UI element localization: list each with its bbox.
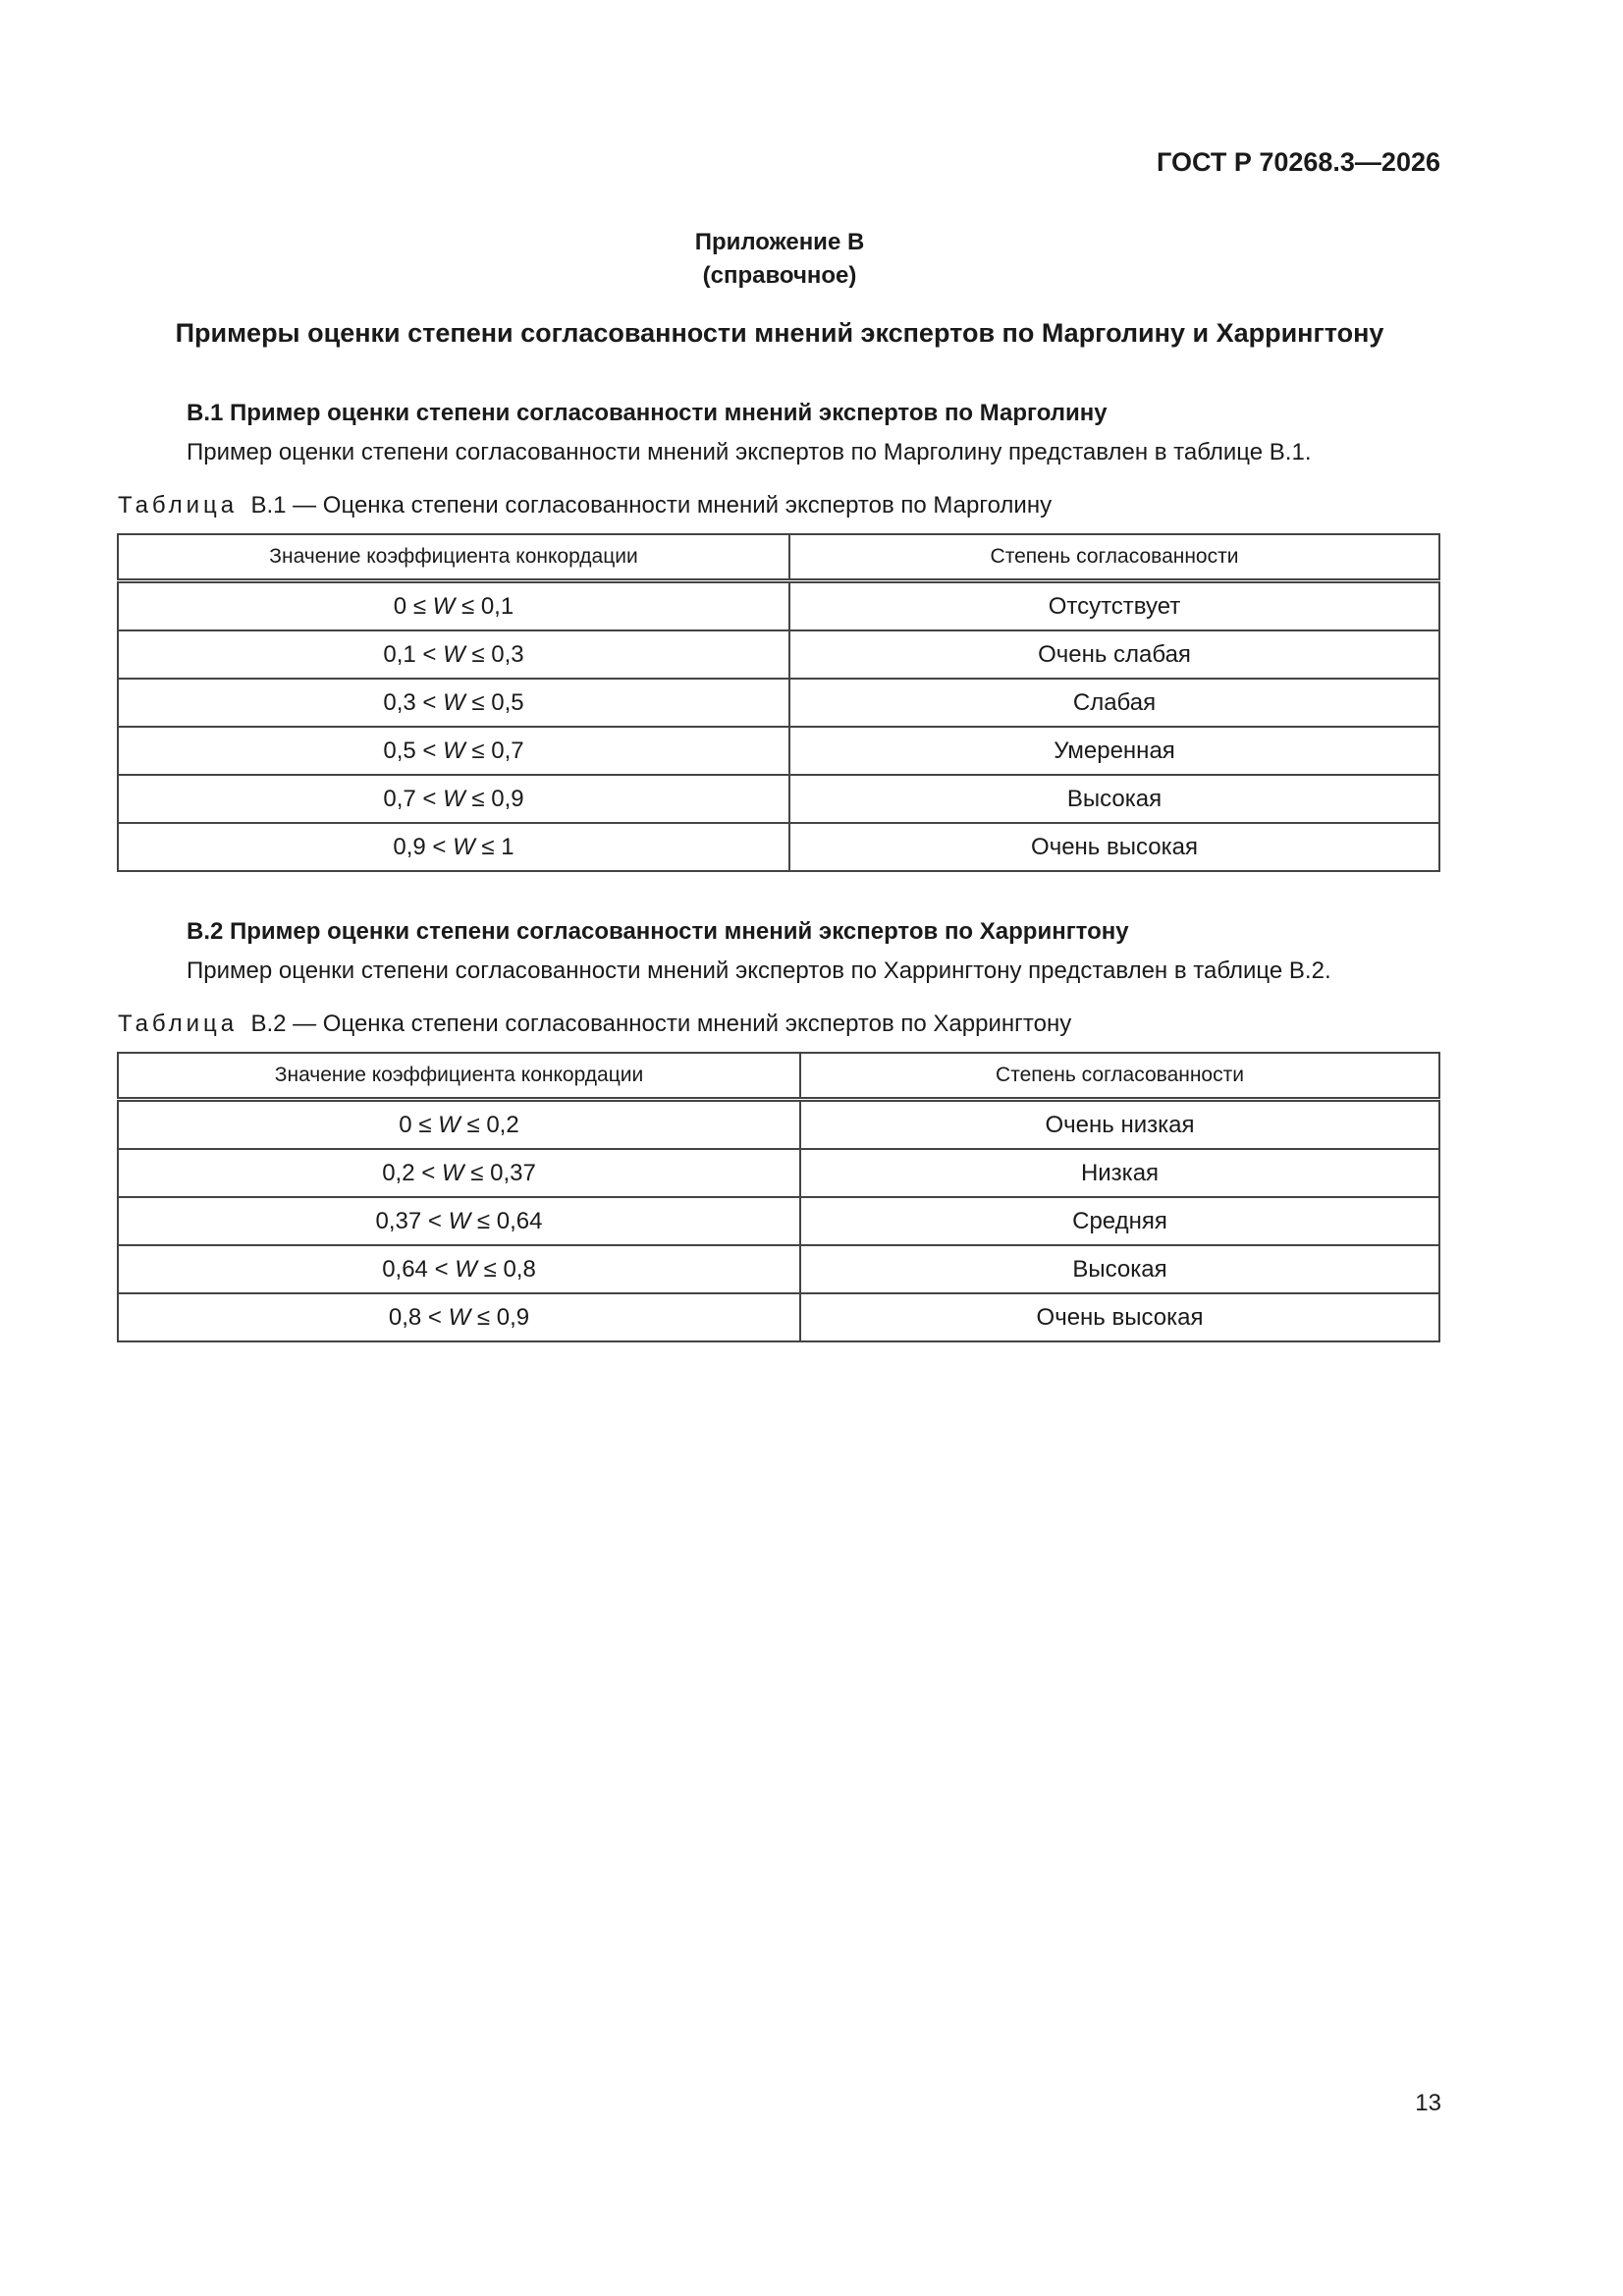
section-1-heading: В.1 Пример оценки степени согласованности мнений экспертов по Марголину: [187, 400, 1108, 426]
section-1-text: Пример оценки степени согласованности мнений экспертов по Марголину представлен в таблице В.1.: [187, 439, 1312, 465]
range-upper: 0,8: [503, 1255, 536, 1283]
range-upper: 0,5: [491, 688, 524, 716]
range-op-left: ≤: [412, 592, 426, 620]
range-op-left: <: [427, 1207, 442, 1234]
range-op-left: <: [422, 688, 437, 716]
range-op-right: ≤: [471, 688, 485, 716]
table-1-degree-cell: Очень слабая: [789, 630, 1439, 679]
annex-type: (справочное): [702, 262, 857, 289]
table-1-value-cell: [118, 727, 789, 775]
concordance-symbol: W: [448, 1303, 471, 1331]
concordance-symbol: W: [443, 688, 465, 716]
table-1-caption: [118, 492, 1052, 519]
range-upper: 0,9: [496, 1303, 530, 1331]
table-1-col-degree: Степень согласованности: [789, 534, 1439, 581]
range-upper: 0,1: [480, 592, 514, 620]
range-op-left: <: [427, 1303, 442, 1331]
table-2-value-cell: [118, 1197, 800, 1245]
table-row: [118, 1245, 1439, 1293]
table-2-caption: [118, 1011, 1071, 1038]
table-2-col-degree: Степень согласованности: [800, 1053, 1439, 1100]
range-upper: 0,64: [496, 1207, 543, 1234]
table-2-value-cell: [118, 1245, 800, 1293]
range-lower: 0,64: [382, 1255, 428, 1283]
range-op-left: <: [421, 1159, 436, 1186]
table-row: [118, 727, 1439, 775]
range-upper: 0,2: [486, 1111, 519, 1138]
concordance-symbol: W: [432, 592, 456, 620]
range-op-left: <: [422, 640, 437, 668]
table-1-value-cell: [118, 630, 789, 679]
range-op-left: ≤: [418, 1111, 432, 1138]
table-2-caption-word: Таблица: [118, 1011, 239, 1037]
table-1-value-cell: [118, 775, 789, 823]
range-op-left: <: [434, 1255, 449, 1283]
table-1: [117, 533, 1440, 872]
table-1-caption-text: В.1 — Оценка степени согласованности мнений экспертов по Марголину: [238, 492, 1053, 519]
range-op-right: ≤: [471, 737, 485, 764]
table-row: [118, 1293, 1439, 1341]
table-2-value-cell: [118, 1100, 800, 1150]
table-1-degree-cell: Высокая: [789, 775, 1439, 823]
table-1-caption-word: Таблица: [118, 492, 239, 519]
table-2-caption-text: В.2 — Оценка степени согласованности мнений экспертов по Харрингтону: [238, 1011, 1072, 1037]
table-2-degree-cell: Высокая: [800, 1245, 1439, 1293]
table-row: [118, 630, 1439, 679]
table-row: [118, 581, 1439, 631]
annex-label: Приложение В: [694, 229, 865, 255]
table-1-degree-cell: Слабая: [789, 679, 1439, 727]
concordance-symbol: W: [443, 737, 465, 764]
main-title: Примеры оценки степени согласованности мнений экспертов по Марголину и Харрингтону: [175, 318, 1384, 348]
concordance-symbol: W: [453, 833, 475, 860]
table-row: [118, 823, 1439, 871]
concordance-symbol: W: [441, 1159, 464, 1186]
range-lower: 0,7: [383, 785, 416, 812]
range-op-right: ≤: [471, 785, 485, 812]
range-op-right: ≤: [476, 1207, 491, 1234]
table-row: [118, 1149, 1439, 1197]
range-lower: 0,3: [383, 688, 416, 716]
range-op-left: <: [422, 737, 437, 764]
table-2-header-row: [118, 1053, 1439, 1100]
range-op-left: <: [432, 833, 447, 860]
range-op-right: ≤: [471, 640, 485, 668]
table-1-degree-cell: Очень высокая: [789, 823, 1439, 871]
table-2-col-value: Значение коэффициента конкордации: [118, 1053, 800, 1100]
table-2-degree-cell: Очень высокая: [800, 1293, 1439, 1341]
table-1-value-cell: [118, 581, 789, 631]
table-2-degree-cell: Средняя: [800, 1197, 1439, 1245]
range-lower: 0: [393, 592, 407, 620]
range-lower: 0,9: [393, 833, 426, 860]
range-lower: 0,5: [383, 737, 416, 764]
table-row: [118, 1100, 1439, 1150]
range-op-right: ≤: [483, 1255, 497, 1283]
table-1-value-cell: [118, 679, 789, 727]
table-2-value-cell: [118, 1293, 800, 1341]
concordance-symbol: W: [448, 1207, 471, 1234]
concordance-symbol: W: [438, 1111, 460, 1138]
table-1-col-value: Значение коэффициента конкордации: [118, 534, 789, 581]
table-row: [118, 679, 1439, 727]
range-upper: 0,37: [490, 1159, 536, 1186]
range-upper: 1: [501, 833, 514, 860]
range-op-right: ≤: [460, 592, 475, 620]
table-row: [118, 775, 1439, 823]
annex-title: [0, 226, 1559, 293]
range-op-right: ≤: [466, 1111, 480, 1138]
section-2-heading: В.2 Пример оценки степени согласованности мнений экспертов по Харрингтону: [187, 918, 1129, 945]
concordance-symbol: W: [443, 640, 465, 668]
concordance-symbol: W: [443, 785, 465, 812]
table-1-header-row: [118, 534, 1439, 581]
concordance-symbol: W: [455, 1255, 477, 1283]
page-number: 13: [1415, 2090, 1441, 2116]
range-upper: 0,3: [491, 640, 524, 668]
range-lower: 0,1: [383, 640, 416, 668]
document-code: ГОСТ Р 70268.3—2026: [1157, 147, 1440, 177]
range-op-right: ≤: [476, 1303, 491, 1331]
range-upper: 0,7: [491, 737, 524, 764]
range-lower: 0: [399, 1111, 412, 1138]
table-2-degree-cell: Низкая: [800, 1149, 1439, 1197]
table-2: [117, 1052, 1440, 1342]
section-2-text: Пример оценки степени согласованности мнений экспертов по Харрингтону представлен в таблице В.2.: [187, 957, 1331, 984]
table-1-degree-cell: Умеренная: [789, 727, 1439, 775]
range-lower: 0,37: [375, 1207, 422, 1234]
range-lower: 0,8: [388, 1303, 422, 1331]
table-2-degree-cell: Очень низкая: [800, 1100, 1439, 1150]
range-upper: 0,9: [491, 785, 524, 812]
range-op-right: ≤: [470, 1159, 484, 1186]
range-op-right: ≤: [481, 833, 495, 860]
table-1-value-cell: [118, 823, 789, 871]
range-op-left: <: [422, 785, 437, 812]
table-row: [118, 1197, 1439, 1245]
table-1-degree-cell: Отсутствует: [789, 581, 1439, 631]
table-2-value-cell: [118, 1149, 800, 1197]
range-lower: 0,2: [382, 1159, 415, 1186]
